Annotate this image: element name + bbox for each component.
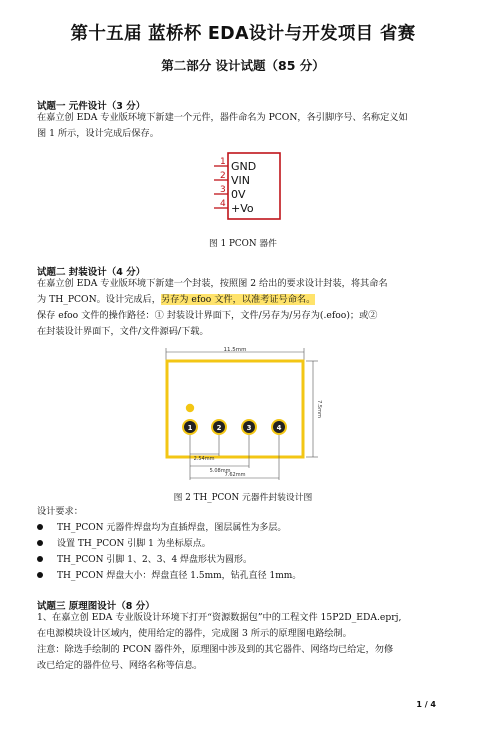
page-number: 1 / 4 (416, 700, 436, 709)
list-item (37, 520, 301, 536)
figure1-caption: 图 1 PCON 器件 (209, 239, 277, 249)
pin-name-gnd: GND (231, 160, 257, 173)
requirement-text: 设置 TH_PCON 引脚 1 为坐标原点。 (57, 539, 211, 549)
pin-name-vo: +Vo (231, 202, 254, 215)
pin-name-vin: VIN (231, 174, 250, 187)
pad-label-3: 3 (246, 424, 252, 432)
q2-body (37, 276, 455, 340)
th-pcon-footprint-figure (160, 344, 330, 482)
q3-line3: 注意：除选手绘制的 PCON 器件外，原理图中涉及到的其它器件、网络均已给定，勿修 (37, 644, 394, 655)
dim-pitch1-label: 2.54mm (193, 456, 215, 462)
pad-label-4: 4 (276, 424, 282, 432)
q2-line2 (37, 292, 455, 308)
q3-line4: 改已给定的器件位号、网络名称等信息。 (37, 660, 203, 671)
q2-requirements-list (37, 520, 301, 584)
bullet-icon (37, 572, 43, 578)
q2-heading: 试题二 封装设计（4 分） (37, 267, 146, 278)
page-subtitle: 第二部分 设计试题（85 分） (161, 58, 325, 73)
dim-height-label: 7.5mm (316, 400, 322, 418)
q2-line2-text: 为 TH_PCON。设计完成后， (37, 294, 161, 305)
pin-number-2: 2 (220, 171, 226, 181)
q3-heading: 试题三 原理图设计（8 分） (37, 601, 155, 612)
list-item (37, 536, 301, 552)
pad-label-2: 2 (216, 424, 222, 432)
q2-line4: 在封装设计界面下，文件/文件源码/下载。 (37, 326, 209, 337)
list-item (37, 552, 301, 568)
pcon-symbol-figure (212, 150, 282, 222)
requirement-text: TH_PCON 引脚 1、2、3、4 焊盘形状为圆形。 (57, 555, 253, 565)
bullet-icon (37, 524, 43, 530)
dim-width-label: 11.5mm (223, 347, 247, 353)
q3-line2: 在电源模块设计区域内，使用给定的器件，完成图 3 所示的原理图电路绘制。 (37, 628, 352, 639)
bullet-icon (37, 540, 43, 546)
list-item (37, 568, 301, 584)
q1-body (37, 110, 455, 142)
requirement-text: TH_PCON 元器件焊盘均为直插焊盘，图层属性为多层。 (57, 523, 287, 533)
q1-line2: 图 1 所示，设计完成后保存。 (37, 128, 159, 139)
dim-pitch3-label: 7.62mm (224, 472, 246, 478)
requirement-text: TH_PCON 焊盘大小：焊盘直径 1.5mm，钻孔直径 1mm。 (57, 571, 302, 581)
q3-line1: 1、在嘉立创 EDA 专业版设计环境下打开“资源数据包”中的工程文件 15P2D_EDA.eprj, (37, 612, 402, 623)
q1-line1: 在嘉立创 EDA 专业版环境下新建一个元件，器件命名为 PCON，各引脚序号、名称定义如 (37, 112, 408, 123)
pin-number-4: 4 (220, 199, 226, 209)
figure2-caption: 图 2 TH_PCON 元器件封装设计图 (173, 493, 313, 503)
pin1-marker-dot (186, 404, 194, 412)
pad-label-1: 1 (187, 424, 193, 432)
q3-body (37, 610, 455, 674)
q1-heading: 试题一 元件设计（3 分） (37, 101, 146, 112)
q2-line1: 在嘉立创 EDA 专业版环境下新建一个封装，按照图 2 给出的要求设计封装，将其命名 (37, 278, 388, 289)
dim-pitch2-label: 5.08mm (209, 468, 231, 474)
page-title: 第十五届 蓝桥杯 EDA设计与开发项目 省赛 (70, 24, 416, 44)
q2-line3: 保存 efoo 文件的操作路径：① 封装设计界面下，文件/另存为/另存为(.efoo)；或② (37, 310, 378, 321)
q2-requirements-label: 设计要求： (37, 506, 83, 517)
pin-number-1: 1 (220, 157, 226, 167)
pin-number-3: 3 (220, 185, 226, 195)
bullet-icon (37, 556, 43, 562)
q2-highlight-text: 另存为 efoo 文件，以准考证号命名。 (160, 294, 316, 305)
pin-name-0v: 0V (231, 188, 246, 201)
